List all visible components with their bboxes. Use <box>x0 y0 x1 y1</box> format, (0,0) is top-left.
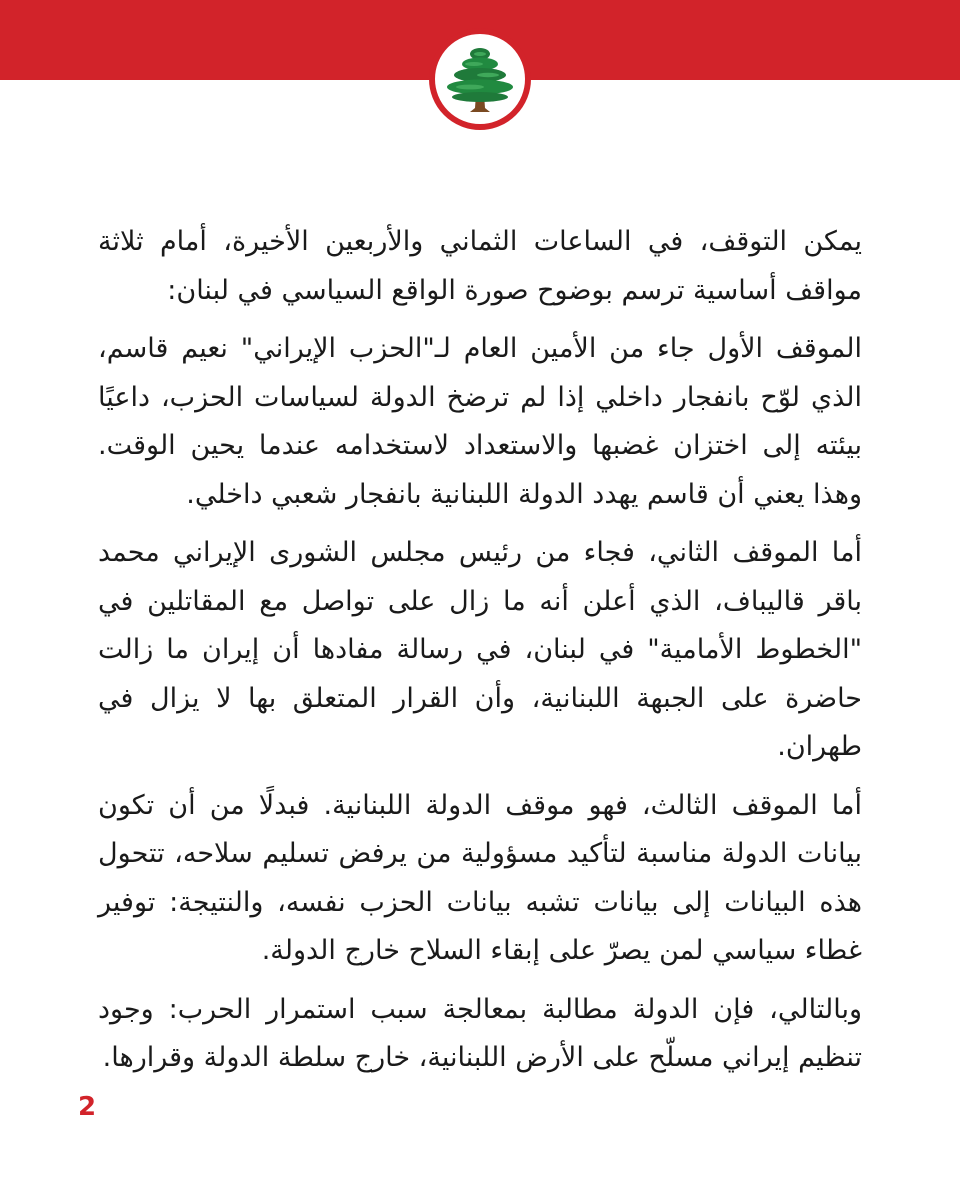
page-number: 2 <box>78 1092 97 1122</box>
paragraph-5: وبالتالي، فإن الدولة مطالبة بمعالجة سبب استمرار الحرب: وجود تنظيم إيراني مسلّح على الأرض اللبنانية، خارج سلطة الدولة وقرارها. <box>98 993 862 1073</box>
paragraph-1: يمكن التوقف، في الساعات الثماني والأربعين الأخيرة، أمام ثلاثة مواقف أساسية ترسم بوضوح صورة الواقع السياسي في لبنان: <box>98 226 862 306</box>
paragraph-2: الموقف الأول جاء من الأمين العام لـ"الحزب الإيراني" نعيم قاسم، الذي لوّح بانفجار داخلي إذا لم ترضخ الدولة لسياسات الحزب، داعيًا بيئته إلى اختزان غضبها والاستعداد لاستخدامه عندما يحين الوقت. وهذا يعني أن قاسم يهدد الدولة اللبنانية بانفجار شعبي داخلي. <box>98 333 862 510</box>
paragraph-3: أما الموقف الثاني، فجاء من رئيس مجلس الشورى الإيراني محمد باقر قاليباف، الذي أعلن أنه ما زال على تواصل مع المقاتلين في "الخطوط الأمامية" في لبنان، في رسالة مفادها أن إيران ما زالت حاضرة على الجبهة اللبنانية، وأن القرار المتعلق بها لا يزال في طهران. <box>98 537 862 762</box>
logo-emblem <box>429 28 531 130</box>
paragraph-4: أما الموقف الثالث، فهو موقف الدولة اللبنانية. فبدلًا من أن تكون بيانات الدولة مناسبة لتأكيد مسؤولية من يرفض تسليم سلاحه، تتحول هذه البيانات إلى بيانات تشبه بيانات الحزب نفسه، والنتيجة: توفير غطاء سياسي لمن يصرّ على إبقاء السلاح خارج الدولة. <box>98 789 862 966</box>
article-body <box>98 218 862 1093</box>
cedar-tree-icon <box>444 42 516 118</box>
